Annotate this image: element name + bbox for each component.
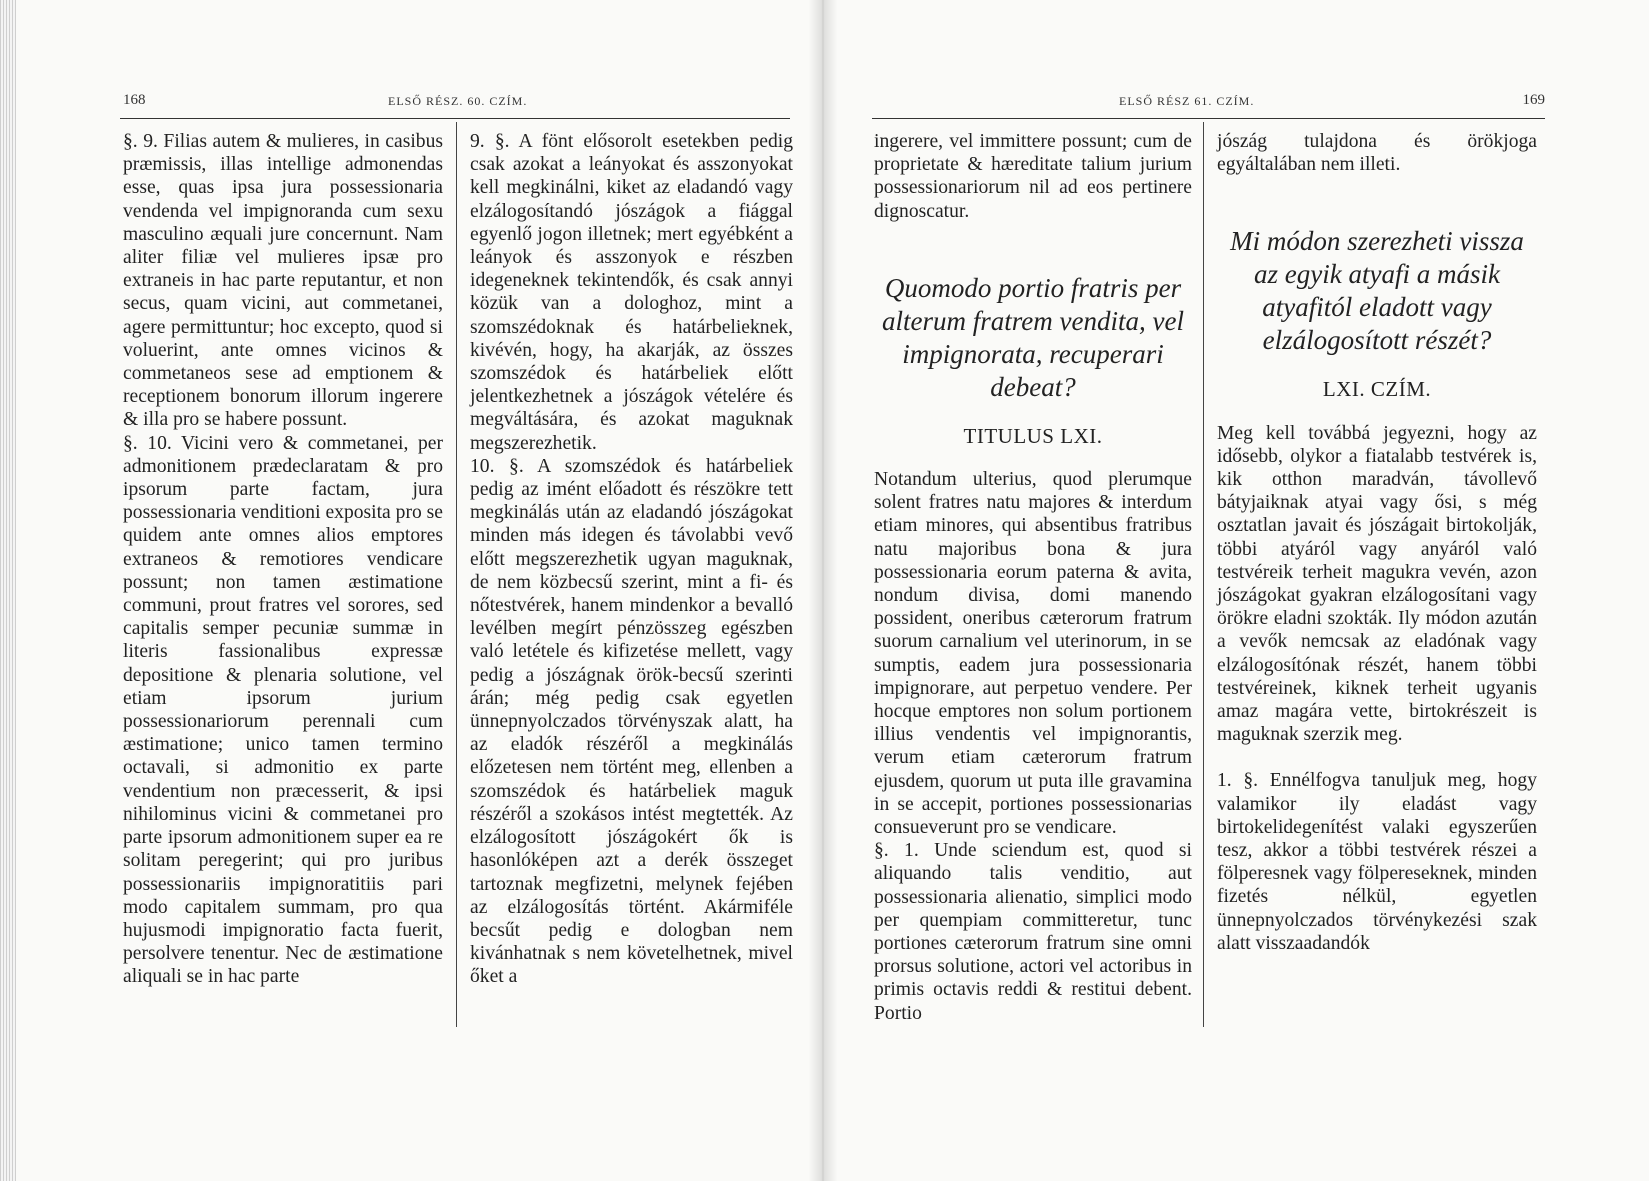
header-rule	[120, 118, 790, 119]
page-stack-edge	[0, 0, 16, 1181]
left-running-head	[120, 92, 802, 112]
page-number: 169	[1522, 92, 1545, 108]
right-page	[862, 0, 1545, 1181]
left-page	[120, 0, 802, 1181]
latin-column	[874, 130, 1192, 1025]
latin-section-heading: Quomodo portio fratris per alterum fratrem vendita, vel impignorata, recuperari debeat?	[882, 272, 1184, 402]
running-title: ELSŐ RÉSZ. 60. CZÍM.	[388, 94, 528, 108]
page-number: 168	[123, 92, 146, 108]
hungarian-section-heading: Mi módon szerezheti vissza az egyik atyafi a másik atyafitól eladott vagy elzálogosított részét?	[1230, 226, 1524, 356]
book-gutter	[808, 0, 838, 1181]
latin-paragraph: §. 10. Vicini vero & commetanei, per admonitionem prædeclaratam & pro ipsorum parte factam, jura possessionaria venditioni exposita pro se quidem ante omnes alios emptores extraneos & remotiores vendicare possunt; non tamen æstimatione communi, prout fratres vel sorores, sed capitalis semper pecuniæ summæ in literis fassionalibus expressæ depositione & plenaria solutione, vel etiam ipsorum jurium possessionariorum perennali cum æstimatione; unico tamen termino octavali, si admonitio ex parte vendentium non præcesserit, & ipsi nihilominus vicini & commetanei pro parte ipsorum admonitionem super ea re solitam peregerint; qui pro juribus possessionariis impignoratitiis pari modo capitalem summam, pro qua hujusmodi impignoratio facta fuerit, persolvere tenentur. Nec de æstimatione aliquali se in hac parte	[123, 432, 443, 988]
hungarian-paragraph: 9. §. A fönt elősorolt esetekben pedig csak azokat a leányokat és asszonyokat kell megkinálni, kiket az eladandó vagy elzálogosítandó jószágok a fiággal egyenlő jogon illetnek; mert egyébként a leányok és asszonyok e részben idegeneknek tekintendők, és csak annyi közük van a dologhoz, mint a szomszédoknak és határbelieknek, kivévén, hogy, ha akarják, az összes szomszédok és határbeliek előtt jelentkezhetnek a jószágok vételére és megváltására, és azokat maguknak megszerezhetik.	[470, 131, 793, 454]
running-title: ELSŐ RÉSZ 61. CZÍM.	[1119, 94, 1255, 108]
latin-opening: ingerere, vel immittere possunt; cum de proprietate & hæreditate talium jurium possessionariorum nil ad eos pertinere dignoscatur.	[874, 131, 1192, 222]
latin-column	[123, 130, 443, 989]
hungarian-paragraph: Meg kell továbbá jegyezni, hogy az idősebb, olykor a fiatalabb testvérek is, kik otthon maradván, távollevő bátyjaiknak atyai vagy ősi, s még osztatlan javait és jószágait birtokolják, többi atyáról vagy anyáról való testvéreik terheit magukra vevén, azon jószágokat gyakran elzálogosítani vagy örökre eladni szokták. Ily módon azután a vevők nemcsak az eladónak vagy elzálogosítónak részét, hanem többi testvéreinek, kiknek terheit ugyanis amaz magára vette, birtokrészeit is maguknak szerzik meg.	[1217, 422, 1537, 746]
column-divider	[456, 122, 457, 1027]
latin-paragraph: §. 1. Unde sciendum est, quod si aliquando talis venditio, aut possessionaria alienatio, simplici modo per quempiam committeretur, tunc portiones cæterorum fratrum sine omni prorsus solutione, actori vel actoribus in primis octavis reddi & restitui debent. Portio	[874, 840, 1192, 1024]
hungarian-column	[470, 130, 793, 989]
latin-paragraph: Notandum ulterius, quod plerumque solent fratres natu majores & interdum etiam minores, qui absentibus fratribus natu majoribus bona & jura possessionaria eorum paterna & avita, nondum divisa, domi manendo possident, oneribus cæterorum fratrum suorum carnalium vel uterinorum, in se sumptis, eadem jura possessionaria impignorare, aut perpetuo vendere. Per hocque emptores non solum portionem illius vendentis vel impignorantis, verum etiam cæterorum fratrum ejusdem, quorum ut puta ille gravamina in se accepit, portiones possessionarias consueverunt pro se vendicare.	[874, 469, 1192, 839]
paragraph-spacer	[1217, 746, 1537, 769]
right-running-head	[862, 92, 1545, 112]
hungarian-opening: jószág tulajdona és örökjoga egyáltalában nem illeti.	[1217, 131, 1537, 176]
hungarian-paragraph: 1. §. Ennélfogva tanuljuk meg, hogy valamikor ily eladást vagy birtokelidegenítést valaki egyszerűen tesz, akkor a többi testvérek részei a fölperesnek vagy fölpereseknek, minden fizetés nélkül, egyetlen ünnepnyolczados törvénykezési szak alatt visszaadandók	[1217, 770, 1537, 954]
hungarian-paragraph: 10. §. A szomszédok és határbeliek pedig az imént előadott és részökre tett megkinálás után az eladandó jószágokat minden más idegen és távolabbi vevő előtt megszerezhetik ugyan maguknak, de nem közbecsű szerint, mint a fi- és nőtestvérek, hanem mindenkor a bevalló levélben megírt pénzösszeg egészben való letétele és kifizetése mellett, vagy pedig a jószágnak örök-becsű szerinti árán; még pedig csak egyetlen ünnepnyolczados törvényszak alatt, ha az eladók részéről a megkinálás előzetesen nem történt meg, ellenben a szomszédok és határbeliek maguk részéről a szokásos intést megtették. Az elzálogosított jószágokért ők is hasonlóképen azt a derék összeget tartoznak megfizetni, melynek fejében az elzálogosítás történt. Akármiféle becsűt pedig e dologban nem kivánhatnak s nem követelhetnek, mivel őket a	[470, 455, 793, 988]
column-divider	[1203, 122, 1204, 1027]
latin-title-heading: TITULUS LXI.	[963, 423, 1103, 448]
latin-paragraph: §. 9. Filias autem & mulieres, in casibus præmissis, illas intellige admonendas esse, quas ipsa jura possessionaria vendenda vel impignoranda cum sexu masculino æquali jure concernunt. Nam aliter filiæ vel mulieres ipsæ pro extraneis in hac parte reputantur, et non secus, quam vicini, aut commetanei, agere permittuntur; hoc excepto, quod si voluerint, ante omnes vicinos & commetaneos sese ad emptionem & receptionem bonorum illorum ingerere & illa pro se habere possunt.	[123, 131, 443, 431]
hungarian-column	[1217, 130, 1537, 955]
header-rule	[872, 118, 1545, 119]
hungarian-title-heading: LXI. CZÍM.	[1322, 377, 1432, 402]
